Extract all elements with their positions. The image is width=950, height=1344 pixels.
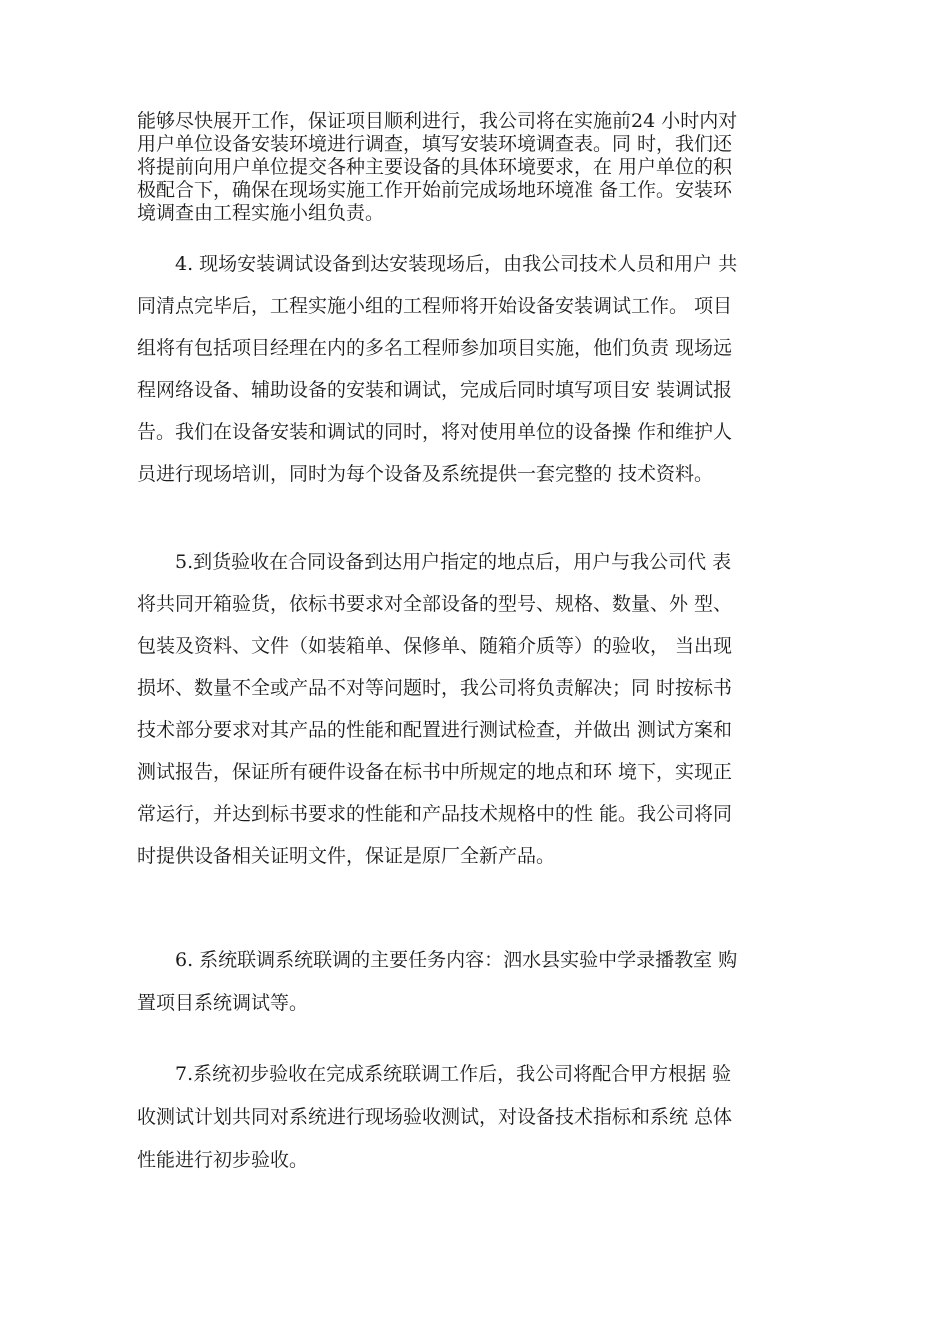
paragraph-line: 将共同开箱验货，依标书要求对全部设备的型号、规格、数量、外 型、 (137, 593, 733, 615)
paragraph-line: 7.系统初步验收在完成系统联调工作后，我公司将配合甲方根据 验 (137, 1063, 732, 1085)
paragraph-line: 员进行现场培训，同时为每个设备及系统提供一套完整的 技术资料。 (137, 463, 714, 485)
paragraph-line: 收测试计划共同对系统进行现场验收测试，对设备技术指标和系统 总体 (137, 1106, 733, 1128)
paragraph-line: 境调查由工程实施小组负责。 (137, 202, 385, 224)
paragraph-line: 能够尽快展开工作，保证项目顺利进行，我公司将在实施前24 小时内对 (137, 110, 738, 132)
paragraph-line: 常运行，并达到标书要求的性能和产品技术规格中的性 能。我公司将同 (137, 803, 733, 825)
paragraph-section-4 (137, 243, 827, 495)
paragraph-intro (137, 110, 827, 225)
paragraph-line: 将提前向用户单位提交各种主要设备的具体环境要求，在 用户单位的积 (137, 156, 733, 178)
paragraph-section-5 (137, 541, 827, 877)
paragraph-line: 组将有包括项目经理在内的多名工程师参加项目实施，他们负责 现场远 (137, 337, 733, 359)
paragraph-line: 时提供设备相关证明文件，保证是原厂全新产品。 (137, 845, 556, 867)
paragraph-line: 包装及资料、文件（如装箱单、保修单、随箱介质等）的验收， 当出现 (137, 635, 733, 657)
paragraph-line: 同清点完毕后，工程实施小组的工程师将开始设备安装调试工作。 项目 (137, 295, 733, 317)
paragraph-line: 告。我们在设备安装和调试的同时，将对使用单位的设备操 作和维护人 (137, 421, 733, 443)
paragraph-line: 极配合下，确保在现场实施工作开始前完成场地环境准 备工作。安装环 (137, 179, 733, 201)
paragraph-line: 损坏、数量不全或产品不对等问题时，我公司将负责解决；同 时按标书 (137, 677, 733, 699)
paragraph-line: 程网络设备、辅助设备的安装和调试，完成后同时填写项目安 装调试报 (137, 379, 733, 401)
paragraph-line: 性能进行初步验收。 (137, 1149, 309, 1171)
paragraph-line: 置项目系统调试等。 (137, 992, 309, 1014)
paragraph-section-7 (137, 1053, 827, 1182)
paragraph-line: 测试报告，保证所有硬件设备在标书中所规定的地点和环 境下，实现正 (137, 761, 733, 783)
paragraph-line: 4. 现场安装调试设备到达安装现场后，由我公司技术人员和用户 共 (137, 253, 738, 275)
paragraph-line: 5.到货验收在合同设备到达用户指定的地点后，用户与我公司代 表 (137, 551, 732, 573)
paragraph-line: 技术部分要求对其产品的性能和配置进行测试检查，并做出 测试方案和 (137, 719, 733, 741)
paragraph-section-6 (137, 939, 827, 1025)
paragraph-line: 用户单位设备安装环境进行调查，填写安装环境调查表。同 时，我们还 (137, 133, 733, 155)
paragraph-line: 6. 系统联调系统联调的主要任务内容：泗水县实验中学录播教室 购 (137, 949, 738, 971)
